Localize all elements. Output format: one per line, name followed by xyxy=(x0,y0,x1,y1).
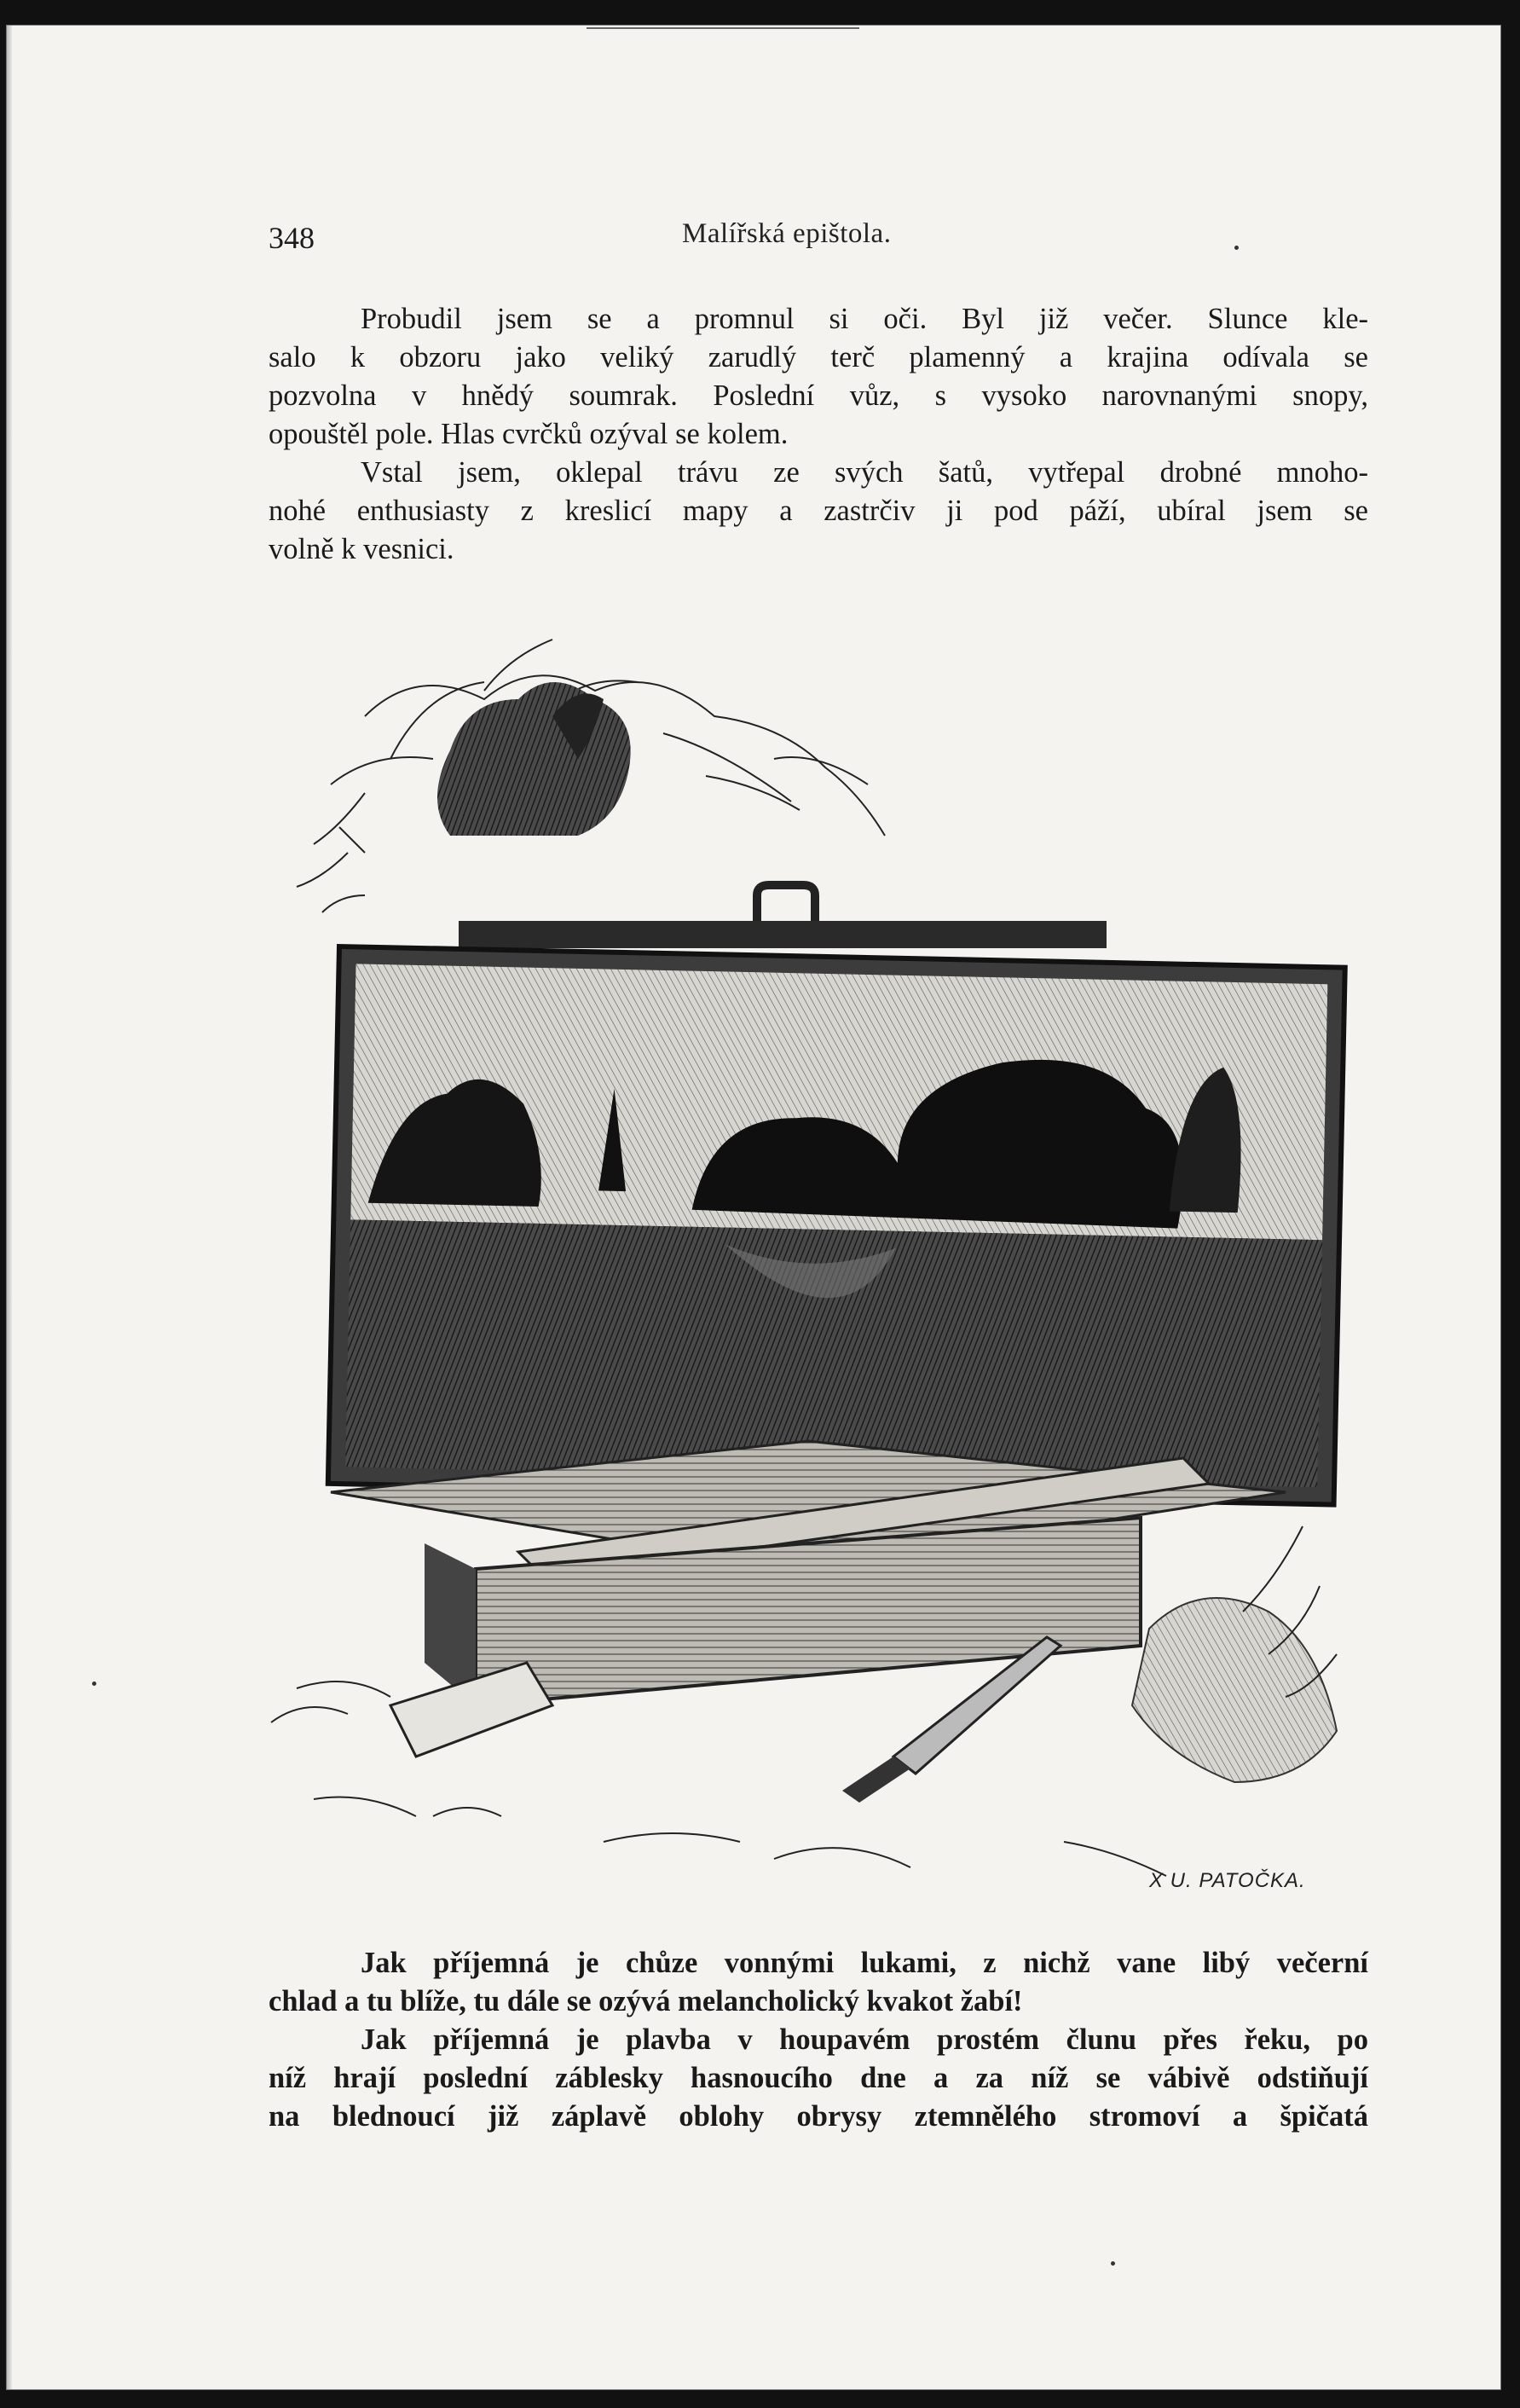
text-line: pozvolna v hnědý soumrak. Poslední vůz, s vysoko narovnanými snopy, xyxy=(269,379,1368,412)
paragraph-1 xyxy=(269,300,1368,454)
paragraph-4 xyxy=(269,2021,1368,2136)
text-line: Vstal jsem, oklepal trávu ze svých šatů, vytřepal drobné mnoho- xyxy=(361,456,1368,489)
text-line: opouštěl pole. Hlas cvrčků ozýval se kolem. xyxy=(269,418,789,450)
text-line: volně k vesnici. xyxy=(269,533,454,565)
engraving-easel-painting xyxy=(263,588,1388,1927)
ink-speck xyxy=(1234,246,1239,250)
cloth xyxy=(1132,1598,1337,1782)
text-line: Jak příjemná je chůze vonnými lukami, z nichž vane libý večerní xyxy=(361,1947,1368,1979)
ink-speck xyxy=(1111,2261,1115,2266)
ink-speck xyxy=(92,1682,96,1686)
page-number: 348 xyxy=(269,221,315,255)
paragraph-3 xyxy=(269,1944,1368,2021)
running-head: Malířská epištola. xyxy=(682,218,892,249)
engraver-signature: X U. PATOČKA. xyxy=(1149,1869,1306,1892)
box-lid-back xyxy=(459,921,1107,948)
text-line: Jak příjemná je plavba v houpavém prostém člunu přes řeku, po xyxy=(361,2023,1368,2056)
top-edge-rule xyxy=(587,27,859,29)
painting-canvas xyxy=(328,946,1345,1505)
text-line: nohé enthusiasty z kreslicí mapy a zastrčiv ji pod páží, ubíral jsem se xyxy=(269,495,1368,527)
paragraph-2 xyxy=(269,454,1368,569)
text-line: chlad a tu blíže, tu dále se ozývá melancholický kvakot žabí! xyxy=(269,1985,1023,2017)
book-page xyxy=(7,26,1500,2389)
text-line: níž hrají poslední záblesky hasnoucího dne a za níž se vábivě odstiňují xyxy=(269,2062,1368,2094)
box-handle xyxy=(757,885,815,921)
text-line: na blednoucí již záplavě oblohy obrysy ztemnělého stromoví a špičatá xyxy=(269,2100,1368,2133)
text-line: Probudil jsem se a promnul si oči. Byl již večer. Slunce kle- xyxy=(361,303,1368,335)
text-line: salo k obzoru jako veliký zarudlý terč plamenný a krajina odívala se xyxy=(269,341,1368,373)
